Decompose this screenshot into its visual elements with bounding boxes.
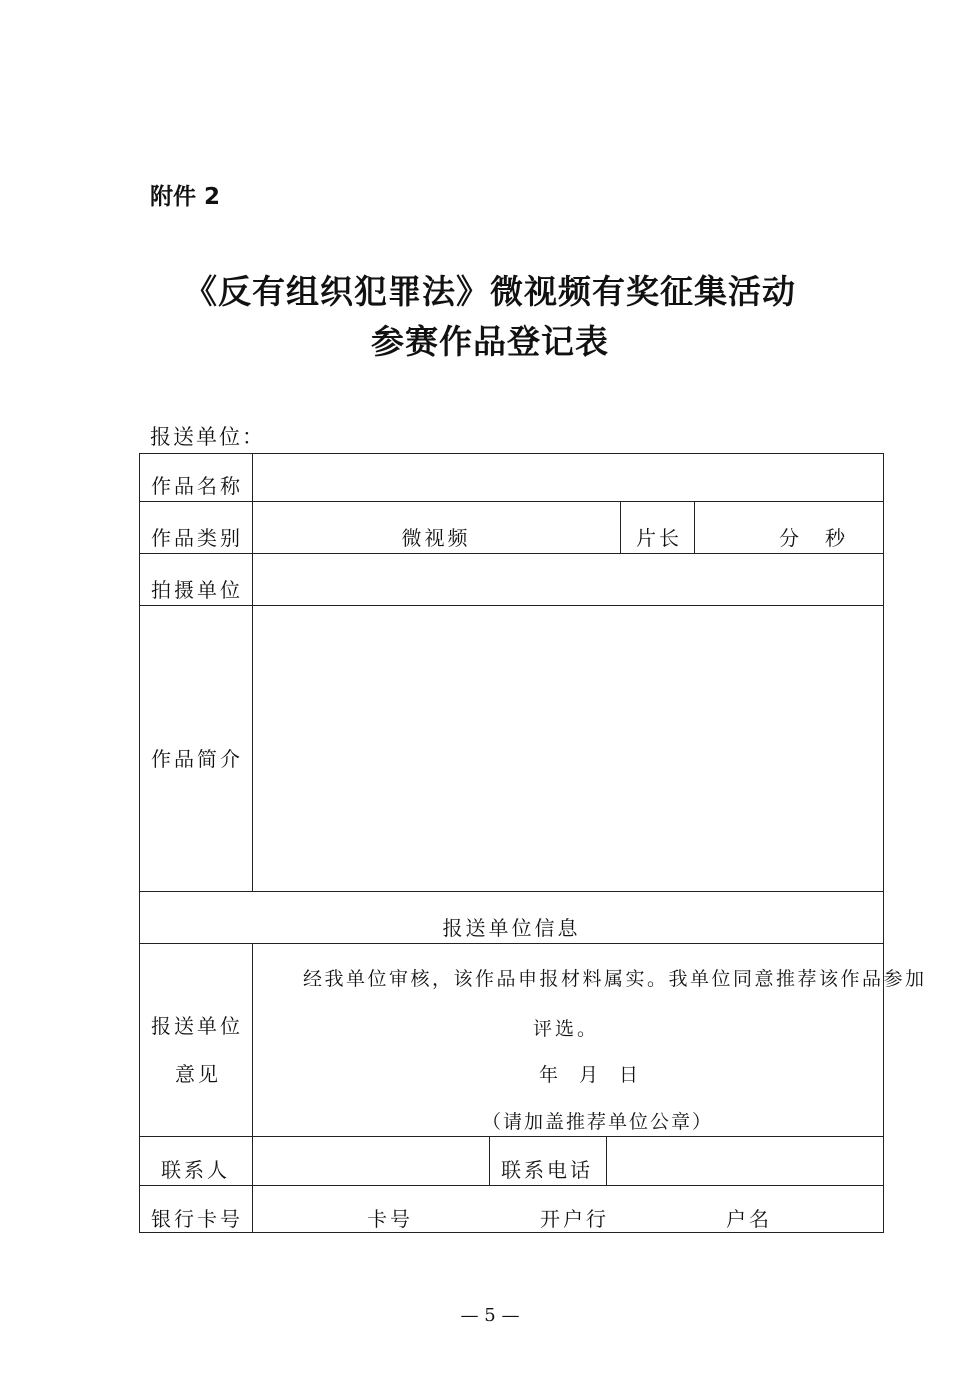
work-name-field[interactable] [254,455,881,500]
seal-note: （请加盖推荐单位公章） [482,1111,714,1133]
form-border-right [883,453,884,1233]
phone-label: 联系电话 [501,1158,593,1182]
opinion-text-line2: 评选。 [533,1018,600,1040]
year-label: 年 [539,1064,562,1086]
submitting-unit-label: 报送单位： [150,425,265,449]
form-border-left [139,453,140,1233]
row-divider [139,553,884,554]
contact-label: 联系人 [161,1158,230,1182]
row-divider [139,605,884,606]
opinion-label-line1: 报送单位 [151,1014,243,1038]
page-number: — 5 — [460,1305,520,1326]
work-category-value: 微视频 [401,526,471,550]
label-column-divider [252,453,253,891]
page-subtitle: 参赛作品登记表 [371,322,609,361]
work-name-label: 作品名称 [151,474,243,498]
section-title: 报送单位信息 [442,916,581,940]
duration-divider [620,501,621,553]
contact-divider [606,1136,607,1185]
duration-divider [694,501,695,553]
minutes-label: 分 [779,526,802,550]
synopsis-field[interactable] [254,607,881,889]
month-label: 月 [579,1064,602,1086]
bank-card-label: 银行卡号 [151,1207,243,1231]
bank-branch-label: 开户行 [540,1207,609,1231]
label-column-divider [252,943,253,1233]
account-name-label: 户名 [726,1207,772,1231]
form-border-bottom [139,1232,884,1233]
filming-unit-field[interactable] [254,555,881,603]
filming-unit-label: 拍摄单位 [151,578,243,602]
row-divider [139,943,884,944]
synopsis-label: 作品简介 [151,747,243,771]
page-title: 《反有组织犯罪法》微视频有奖征集活动 [184,272,796,311]
form-border-top [139,453,884,454]
registration-form [139,453,927,1233]
contact-divider [489,1136,490,1185]
card-number-label: 卡号 [367,1207,413,1231]
seconds-label: 秒 [825,526,848,550]
row-divider [139,891,884,892]
day-label: 日 [619,1064,642,1086]
contact-field[interactable] [254,1138,487,1183]
phone-field[interactable] [608,1138,881,1183]
duration-label: 片长 [636,526,682,550]
row-divider [139,1136,884,1137]
opinion-label-line2: 意见 [175,1062,221,1086]
work-category-label: 作品类别 [151,526,243,550]
row-divider [139,1185,884,1186]
attachment-label: 附件 2 [150,184,221,210]
row-divider [139,501,884,502]
opinion-text-line1: 经我单位审核，该作品申报材料属实。我单位同意推荐该作品参加 [303,968,927,990]
